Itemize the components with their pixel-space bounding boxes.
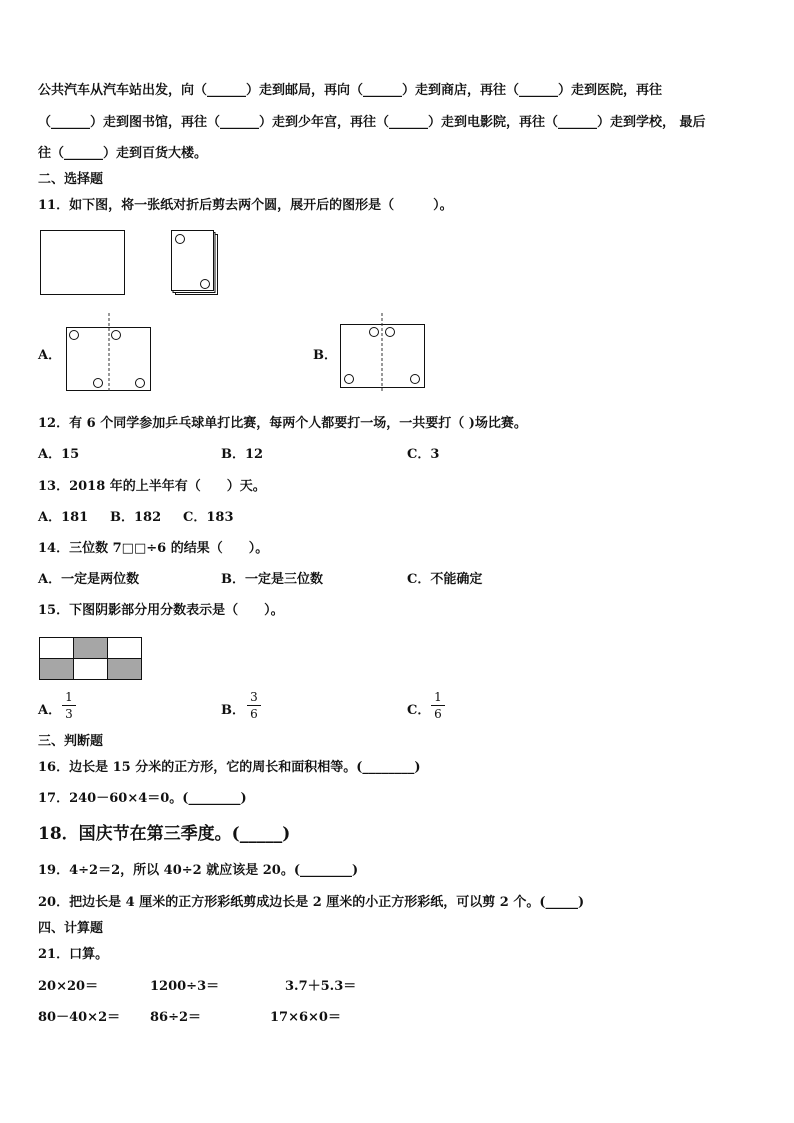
fraction-bar bbox=[247, 705, 261, 706]
grid-cell bbox=[74, 659, 108, 680]
q11-option-a-figure[interactable] bbox=[64, 312, 154, 394]
grid-cell-shaded bbox=[108, 659, 142, 680]
grid-cell-shaded bbox=[74, 638, 108, 659]
q11-option-b-label[interactable]: B． bbox=[313, 348, 337, 363]
q11-option-b-figure[interactable] bbox=[338, 312, 428, 394]
calc-item: 1200÷3＝ bbox=[150, 979, 220, 994]
q19-text: 19．4÷2＝2，所以 40÷2 就应该是 20。(________) bbox=[38, 863, 359, 878]
q15-option-c-fraction[interactable] bbox=[431, 690, 445, 721]
q15-option-c-label[interactable]: C． bbox=[407, 703, 431, 718]
q11-paper-figure bbox=[38, 228, 228, 298]
q21-text: 21．口算。 bbox=[38, 947, 109, 962]
q20-text: 20．把边长是 4 厘米的正方形彩纸剪成边长是 2 厘米的小正方形彩纸，可以剪 2 个。(_____) bbox=[38, 895, 585, 910]
section-heading-choice: 二、选择题 bbox=[38, 172, 104, 187]
q15-option-a-fraction[interactable] bbox=[62, 690, 76, 721]
q13-text: 13．2018 年的上半年有（ ）天。 bbox=[38, 479, 266, 494]
fraction-denominator: 3 bbox=[65, 707, 73, 721]
calc-item: 3.7＋5.3＝ bbox=[285, 979, 357, 994]
q13-option-a[interactable]: A．181 bbox=[38, 510, 89, 525]
q15-shaded-grid bbox=[38, 636, 144, 682]
intro-line-3: 往（______）走到百货大楼。 bbox=[38, 146, 208, 161]
intro-line-1: 公共汽车从汽车站出发，向（______）走到邮局，再向（______）走到商店，再往（______）走到医院，再往 bbox=[38, 83, 663, 98]
q14-text: 14．三位数 7□□÷6 的结果（ ）。 bbox=[38, 541, 269, 556]
q18-text: 18．国庆节在第三季度。(_____) bbox=[38, 824, 291, 844]
q12-option-b[interactable]: B．12 bbox=[221, 447, 264, 462]
fraction-numerator: 1 bbox=[434, 690, 442, 704]
calc-item: 80－40×2＝ bbox=[38, 1010, 121, 1025]
q12-text: 12．有 6 个同学参加乒乓球单打比赛，每两个人都要打一场，一共要打（ )场比赛。 bbox=[38, 416, 527, 431]
q14-option-a[interactable]: A．一定是两位数 bbox=[38, 572, 140, 587]
q12-option-a[interactable]: A．15 bbox=[38, 447, 80, 462]
calc-item: 17×6×0＝ bbox=[270, 1010, 341, 1025]
intro-line-2: （______）走到图书馆，再往（______）走到少年宫，再往（______）走到电影院，再往（______）走到学校， 最后 bbox=[38, 115, 706, 130]
q14-option-c[interactable]: C．不能确定 bbox=[407, 572, 483, 587]
section-heading-calc: 四、计算题 bbox=[38, 921, 104, 936]
q14-option-b[interactable]: B．一定是三位数 bbox=[221, 572, 323, 587]
section-heading-judge: 三、判断题 bbox=[38, 734, 104, 749]
q13-option-b[interactable]: B．182 bbox=[110, 510, 162, 525]
q17-text: 17．240－60×4＝0。(________) bbox=[38, 791, 247, 806]
fraction-numerator: 3 bbox=[250, 690, 258, 704]
q13-option-c[interactable]: C．183 bbox=[183, 510, 234, 525]
grid-cell bbox=[40, 638, 74, 659]
q15-option-a-label[interactable]: A． bbox=[38, 703, 62, 718]
q15-option-b-label[interactable]: B． bbox=[221, 703, 245, 718]
fraction-bar bbox=[431, 705, 445, 706]
q16-text: 16．边长是 15 分米的正方形，它的周长和面积相等。(________) bbox=[38, 760, 421, 775]
q15-text: 15．下图阴影部分用分数表示是（ ）。 bbox=[38, 603, 284, 618]
calc-item: 86÷2＝ bbox=[150, 1010, 202, 1025]
grid-cell bbox=[108, 638, 142, 659]
calc-item: 20×20＝ bbox=[38, 979, 99, 994]
fraction-numerator: 1 bbox=[65, 690, 73, 704]
q11-option-a-label[interactable]: A． bbox=[38, 348, 62, 363]
fraction-denominator: 6 bbox=[250, 707, 258, 721]
q12-option-c[interactable]: C．3 bbox=[407, 447, 440, 462]
q15-option-b-fraction[interactable] bbox=[247, 690, 261, 721]
fraction-denominator: 6 bbox=[434, 707, 442, 721]
grid-cell-shaded bbox=[40, 659, 74, 680]
q11-text: 11．如下图，将一张纸对折后剪去两个圆，展开后的图形是（ ）。 bbox=[38, 198, 453, 213]
fraction-bar bbox=[62, 705, 76, 706]
